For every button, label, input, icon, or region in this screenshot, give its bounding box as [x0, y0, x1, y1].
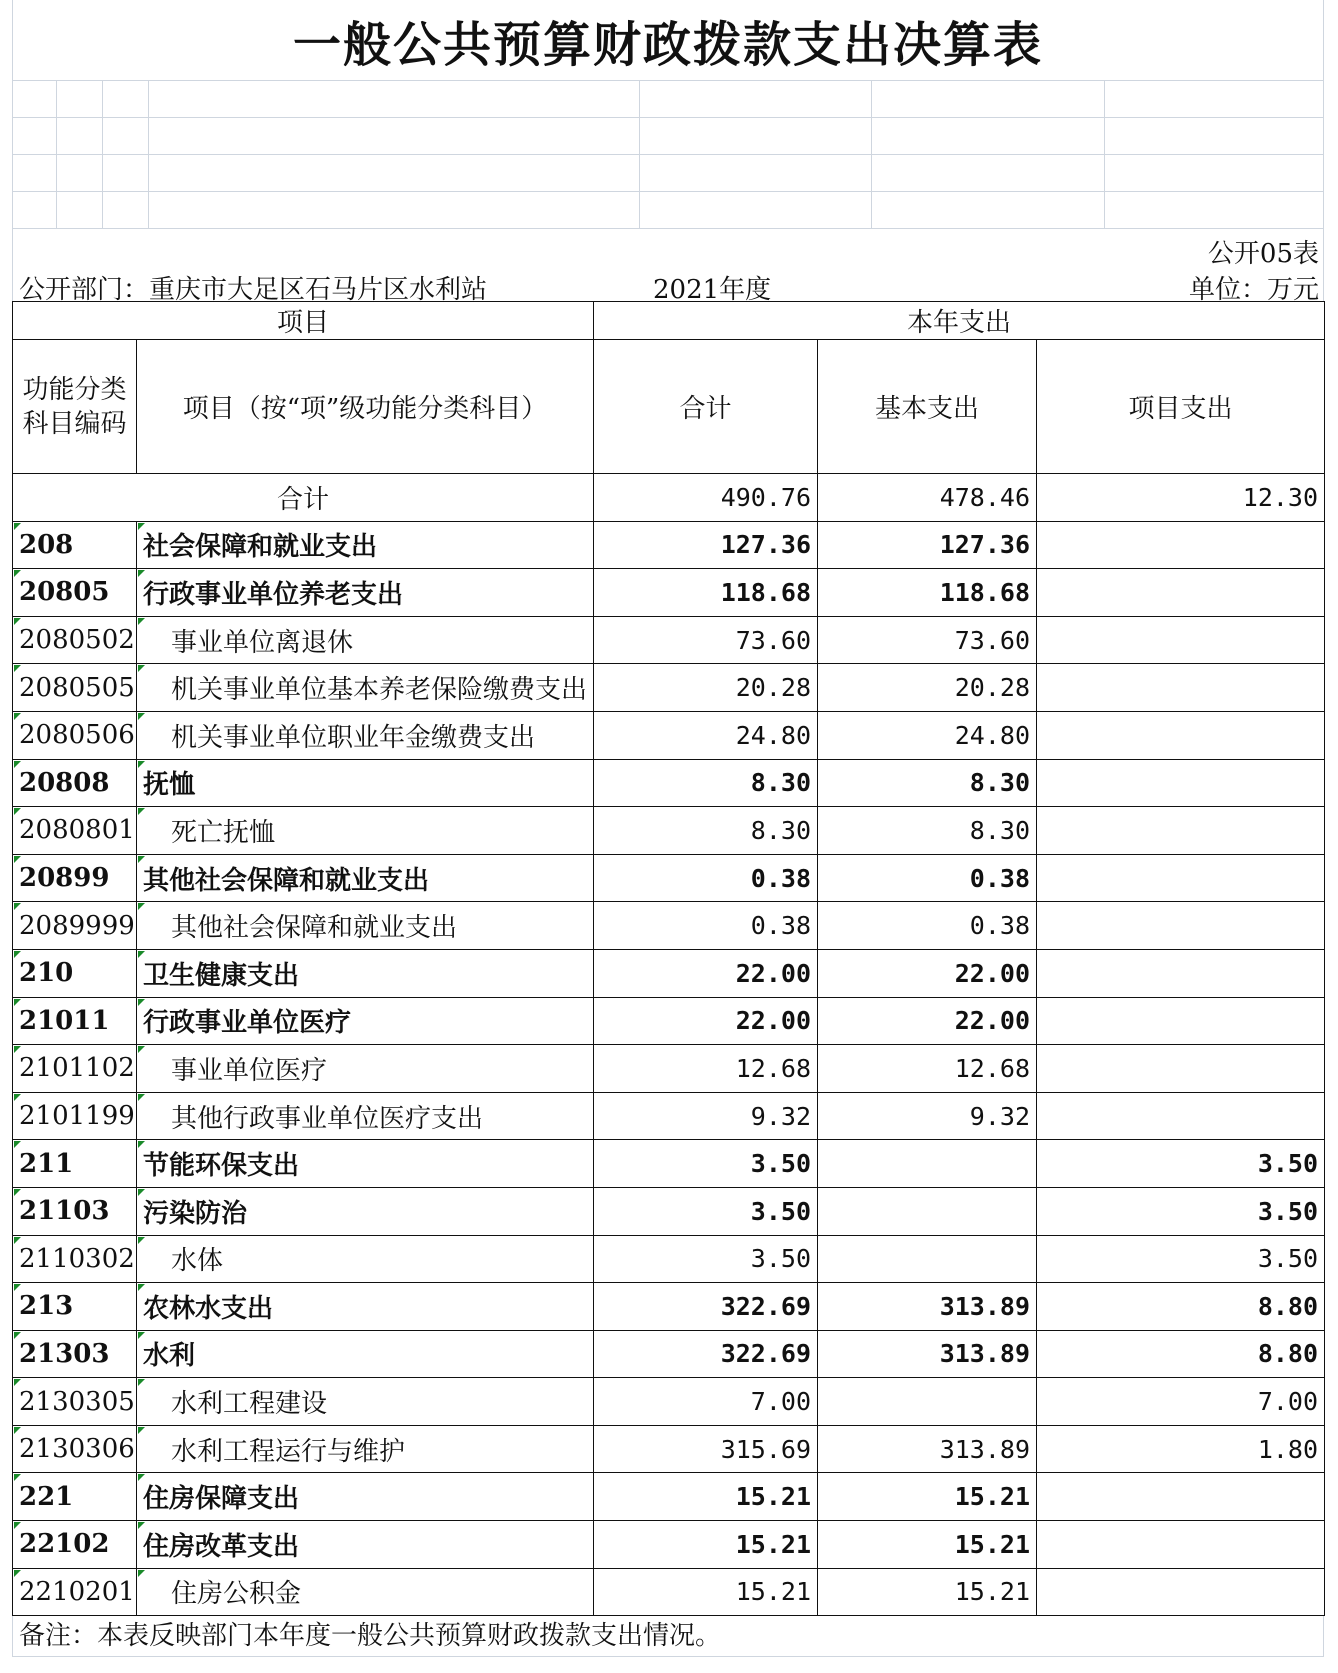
total-label: 合计: [13, 474, 594, 522]
header-row-2: [13, 340, 1325, 474]
table-row: [13, 1045, 1325, 1093]
row-name: 行政事业单位养老支出: [137, 569, 594, 617]
row-code: 22102: [13, 1521, 137, 1569]
row-name: 其他社会保障和就业支出: [137, 854, 594, 902]
row-project: [1037, 902, 1325, 950]
row-project: [1037, 664, 1325, 712]
row-basic: 0.38: [818, 854, 1037, 902]
empty-row: [12, 192, 1324, 229]
header-basic: 基本支出: [818, 340, 1037, 474]
row-code: 2101199: [13, 1092, 137, 1140]
total-basic: 478.46: [818, 474, 1037, 522]
row-name: 住房保障支出: [137, 1473, 594, 1521]
form-number: 公开05表: [1207, 239, 1319, 269]
row-total: 20.28: [594, 664, 818, 712]
row-name: 住房改革支出: [137, 1521, 594, 1569]
row-code: 2110302: [13, 1235, 137, 1283]
row-basic: [818, 1378, 1037, 1426]
row-name: 农林水支出: [137, 1283, 594, 1331]
table-row: [13, 1330, 1325, 1378]
row-name: 节能环保支出: [137, 1140, 594, 1188]
form-no-row: [12, 229, 1324, 269]
table-row: [13, 664, 1325, 712]
row-code: 2130306: [13, 1425, 137, 1473]
row-code: 210: [13, 949, 137, 997]
table-row: [13, 1521, 1325, 1569]
total-sum: 490.76: [594, 474, 818, 522]
unit-label: 单位：万元: [1188, 275, 1319, 305]
spreadsheet: [12, 0, 1324, 1657]
row-basic: 12.68: [818, 1045, 1037, 1093]
row-name: 水利: [137, 1330, 594, 1378]
row-project: [1037, 807, 1325, 855]
row-basic: 313.89: [818, 1283, 1037, 1331]
row-code: 2089999: [13, 902, 137, 950]
row-code: 21303: [13, 1330, 137, 1378]
row-project: [1037, 759, 1325, 807]
row-project: 3.50: [1037, 1235, 1325, 1283]
row-name: 卫生健康支出: [137, 949, 594, 997]
table-row: [13, 1235, 1325, 1283]
row-name: 事业单位医疗: [137, 1045, 594, 1093]
row-code: 221: [13, 1473, 137, 1521]
footnote: 备注：本表反映部门本年度一般公共预算财政拨款支出情况。: [12, 1616, 1324, 1657]
table-row: [13, 854, 1325, 902]
table-row: [13, 1568, 1325, 1616]
row-basic: 22.00: [818, 949, 1037, 997]
row-project: [1037, 616, 1325, 664]
row-basic: 15.21: [818, 1568, 1037, 1616]
row-project: [1037, 949, 1325, 997]
table-row: [13, 759, 1325, 807]
row-total: 9.32: [594, 1092, 818, 1140]
row-total: 3.50: [594, 1187, 818, 1235]
row-total: 118.68: [594, 569, 818, 617]
row-code: 20808: [13, 759, 137, 807]
table-row: [13, 1425, 1325, 1473]
row-total: 8.30: [594, 759, 818, 807]
row-basic: [818, 1235, 1037, 1283]
row-code: 20805: [13, 569, 137, 617]
row-basic: 20.28: [818, 664, 1037, 712]
empty-row: [12, 81, 1324, 118]
row-project: [1037, 1092, 1325, 1140]
row-total: 0.38: [594, 902, 818, 950]
row-total: 24.80: [594, 711, 818, 759]
row-total: 12.68: [594, 1045, 818, 1093]
table-row: [13, 902, 1325, 950]
header-project-exp: 项目支出: [1037, 340, 1325, 474]
page-title: 一般公共预算财政拨款支出决算表: [292, 16, 1043, 73]
row-total: 322.69: [594, 1330, 818, 1378]
row-code: 21011: [13, 997, 137, 1045]
row-code: 2130305: [13, 1378, 137, 1426]
row-name: 其他行政事业单位医疗支出: [137, 1092, 594, 1140]
department-label: 公开部门：重庆市大足区石马片区水利站: [19, 275, 488, 305]
row-total: 15.21: [594, 1521, 818, 1569]
row-project: [1037, 521, 1325, 569]
row-total: 3.50: [594, 1235, 818, 1283]
header-total: 合计: [594, 340, 818, 474]
table-row: [13, 949, 1325, 997]
row-project: 7.00: [1037, 1378, 1325, 1426]
total-project: 12.30: [1037, 474, 1325, 522]
year-label: 2021年度: [653, 275, 772, 305]
row-name: 机关事业单位职业年金缴费支出: [137, 711, 594, 759]
row-basic: 9.32: [818, 1092, 1037, 1140]
row-project: [1037, 854, 1325, 902]
header-project: 项目: [13, 302, 594, 340]
row-project: 3.50: [1037, 1187, 1325, 1235]
table-row: [13, 1283, 1325, 1331]
table-row: [13, 616, 1325, 664]
row-project: [1037, 711, 1325, 759]
row-total: 7.00: [594, 1378, 818, 1426]
row-name: 死亡抚恤: [137, 807, 594, 855]
row-project: 8.80: [1037, 1283, 1325, 1331]
header-code: 功能分类科目编码: [13, 340, 137, 474]
row-code: 2101102: [13, 1045, 137, 1093]
row-basic: 127.36: [818, 521, 1037, 569]
table-row: [13, 1140, 1325, 1188]
row-project: [1037, 1568, 1325, 1616]
row-total: 22.00: [594, 949, 818, 997]
row-project: [1037, 569, 1325, 617]
row-basic: 24.80: [818, 711, 1037, 759]
empty-row: [12, 155, 1324, 192]
empty-row: [12, 118, 1324, 155]
row-code: 211: [13, 1140, 137, 1188]
row-project: 3.50: [1037, 1140, 1325, 1188]
row-name: 住房公积金: [137, 1568, 594, 1616]
row-basic: 0.38: [818, 902, 1037, 950]
row-project: [1037, 997, 1325, 1045]
row-name: 水体: [137, 1235, 594, 1283]
row-name: 行政事业单位医疗: [137, 997, 594, 1045]
row-basic: 22.00: [818, 997, 1037, 1045]
row-basic: 8.30: [818, 807, 1037, 855]
row-total: 0.38: [594, 854, 818, 902]
header-row-1: [13, 302, 1325, 340]
expenditure-table: [12, 301, 1325, 1616]
row-total: 127.36: [594, 521, 818, 569]
row-total: 22.00: [594, 997, 818, 1045]
table-row: [13, 1473, 1325, 1521]
row-project: [1037, 1045, 1325, 1093]
table-row: [13, 1187, 1325, 1235]
row-code: 2210201: [13, 1568, 137, 1616]
row-code: 21103: [13, 1187, 137, 1235]
header-item: 项目（按“项”级功能分类科目）: [137, 340, 594, 474]
title-row: [12, 0, 1324, 81]
row-name: 其他社会保障和就业支出: [137, 902, 594, 950]
row-code: 208: [13, 521, 137, 569]
table-row: [13, 569, 1325, 617]
total-row: [13, 474, 1325, 522]
row-basic: 15.21: [818, 1473, 1037, 1521]
row-total: 15.21: [594, 1568, 818, 1616]
row-name: 污染防治: [137, 1187, 594, 1235]
row-name: 水利工程运行与维护: [137, 1425, 594, 1473]
table-row: [13, 521, 1325, 569]
table-row: [13, 807, 1325, 855]
table-row: [13, 997, 1325, 1045]
table-row: [13, 1092, 1325, 1140]
row-name: 水利工程建设: [137, 1378, 594, 1426]
row-total: 322.69: [594, 1283, 818, 1331]
row-basic: 118.68: [818, 569, 1037, 617]
row-total: 315.69: [594, 1425, 818, 1473]
row-basic: 313.89: [818, 1425, 1037, 1473]
meta-row: [12, 265, 1324, 305]
row-code: 2080506: [13, 711, 137, 759]
row-project: 8.80: [1037, 1330, 1325, 1378]
row-code: 213: [13, 1283, 137, 1331]
header-current-year: 本年支出: [594, 302, 1325, 340]
row-total: 73.60: [594, 616, 818, 664]
row-basic: [818, 1187, 1037, 1235]
row-name: 机关事业单位基本养老保险缴费支出: [137, 664, 594, 712]
row-basic: 73.60: [818, 616, 1037, 664]
row-total: 3.50: [594, 1140, 818, 1188]
table-row: [13, 711, 1325, 759]
row-code: 2080502: [13, 616, 137, 664]
table-row: [13, 1378, 1325, 1426]
row-basic: [818, 1140, 1037, 1188]
row-basic: 313.89: [818, 1330, 1037, 1378]
row-total: 15.21: [594, 1473, 818, 1521]
row-code: 2080801: [13, 807, 137, 855]
row-basic: 15.21: [818, 1521, 1037, 1569]
row-name: 事业单位离退休: [137, 616, 594, 664]
row-name: 社会保障和就业支出: [137, 521, 594, 569]
row-project: 1.80: [1037, 1425, 1325, 1473]
row-total: 8.30: [594, 807, 818, 855]
row-name: 抚恤: [137, 759, 594, 807]
row-code: 2080505: [13, 664, 137, 712]
row-basic: 8.30: [818, 759, 1037, 807]
row-project: [1037, 1521, 1325, 1569]
row-code: 20899: [13, 854, 137, 902]
row-project: [1037, 1473, 1325, 1521]
